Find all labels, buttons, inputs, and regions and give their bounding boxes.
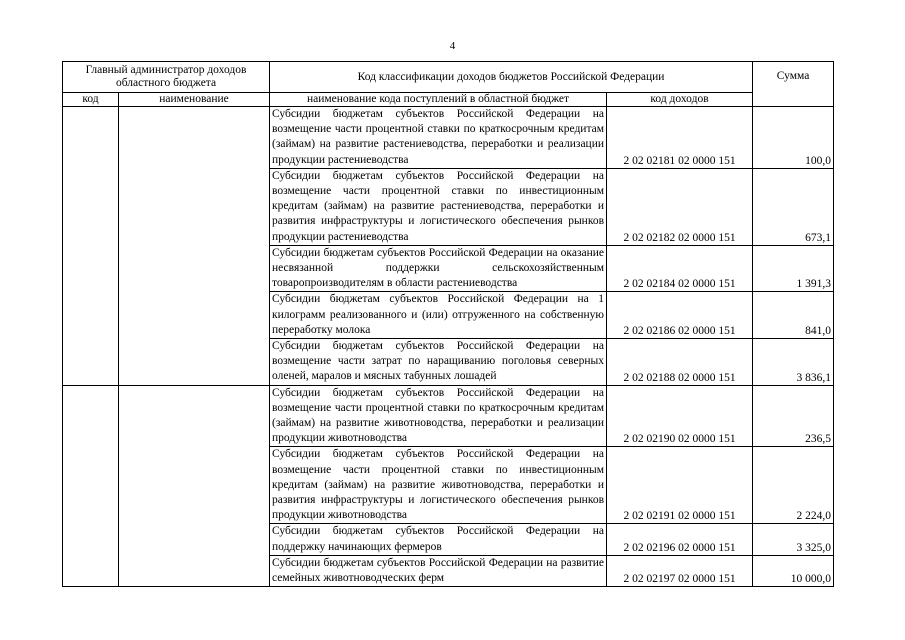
income-code-cell: 2 02 02197 02 0000 151 <box>607 555 753 586</box>
income-name-cell: Субсидии бюджетам субъектов Российской Федерации на возмещение части процентной ставки по инвестиционным кредитам (займам) на развитие растениеводства, переработки и развития инфраструктуры и логистического обеспечения рынков продукции растениеводства <box>270 168 607 245</box>
income-code-cell: 2 02 02188 02 0000 151 <box>607 339 753 386</box>
income-code-cell: 2 02 02191 02 0000 151 <box>607 447 753 524</box>
amount-cell: 673,1 <box>753 168 834 245</box>
income-code-cell: 2 02 02181 02 0000 151 <box>607 107 753 169</box>
income-name-cell: Субсидии бюджетам субъектов Российской Федерации на возмещение части процентной ставки по инвестиционным кредитам (займам) на развитие животноводства, переработки и развития инфраструктуры и логистического обеспечения рынков продукции животноводства <box>270 447 607 524</box>
header-name: наименование <box>119 93 270 107</box>
income-code-cell: 2 02 02182 02 0000 151 <box>607 168 753 245</box>
page-number: 4 <box>449 40 456 52</box>
income-name-cell: Субсидии бюджетам субъектов Российской Федерации на возмещение части затрат по наращиванию поголовья северных оленей, маралов и мясных табунных лошадей <box>270 339 607 386</box>
header-row <box>63 62 834 93</box>
income-code-cell: 2 02 02184 02 0000 151 <box>607 245 753 292</box>
admin-name-cell <box>119 385 270 587</box>
income-code-cell: 2 02 02190 02 0000 151 <box>607 385 753 447</box>
income-name-cell: Субсидии бюджетам субъектов Российской Федерации на оказание несвязанной поддержки сельскохозяйственным товаропроизводителям в области растениеводства <box>270 245 607 292</box>
table-row <box>63 385 834 447</box>
amount-cell: 100,0 <box>753 107 834 169</box>
header-classification: Код классификации доходов бюджетов Российской Федерации <box>270 62 753 93</box>
amount-cell: 3 836,1 <box>753 339 834 386</box>
income-name-cell: Субсидии бюджетам субъектов Российской Федерации на возмещение части процентной ставки по краткосрочным кредитам (займам) на развитие растениеводства, переработки и реализации продукции растениеводства <box>270 107 607 169</box>
header-income-name: наименование кода поступлений в областной бюджет <box>270 93 607 107</box>
header-code: код <box>63 93 119 107</box>
header-admin-group: Главный администратор доходов областного бюджета <box>63 62 270 93</box>
income-name-cell: Субсидии бюджетам субъектов Российской Федерации на возмещение части процентной ставки по краткосрочным кредитам (займам) на развитие животноводства, переработки и реализации продукции животноводства <box>270 385 607 447</box>
revenue-table <box>62 61 834 587</box>
income-name-cell: Субсидии бюджетам субъектов Российской Федерации на развитие семейных животноводческих ферм <box>270 555 607 586</box>
amount-cell: 236,5 <box>753 385 834 447</box>
amount-cell: 1 391,3 <box>753 245 834 292</box>
income-code-cell: 2 02 02196 02 0000 151 <box>607 524 753 555</box>
income-code-cell: 2 02 02186 02 0000 151 <box>607 292 753 339</box>
amount-cell: 2 224,0 <box>753 447 834 524</box>
amount-cell: 841,0 <box>753 292 834 339</box>
header-sum: Сумма <box>753 62 834 107</box>
amount-cell: 10 000,0 <box>753 555 834 586</box>
admin-code-cell <box>63 107 119 386</box>
amount-cell: 3 325,0 <box>753 524 834 555</box>
header-income-code: код доходов <box>607 93 753 107</box>
table-row <box>63 107 834 169</box>
income-name-cell: Субсидии бюджетам субъектов Российской Федерации на поддержку начинающих фермеров <box>270 524 607 555</box>
subheader-row <box>63 93 834 107</box>
income-name-cell: Субсидии бюджетам субъектов Российской Федерации на 1 килограмм реализованного и (или) отгруженного на собственную переработку молока <box>270 292 607 339</box>
admin-name-cell <box>119 107 270 386</box>
admin-code-cell <box>63 385 119 587</box>
